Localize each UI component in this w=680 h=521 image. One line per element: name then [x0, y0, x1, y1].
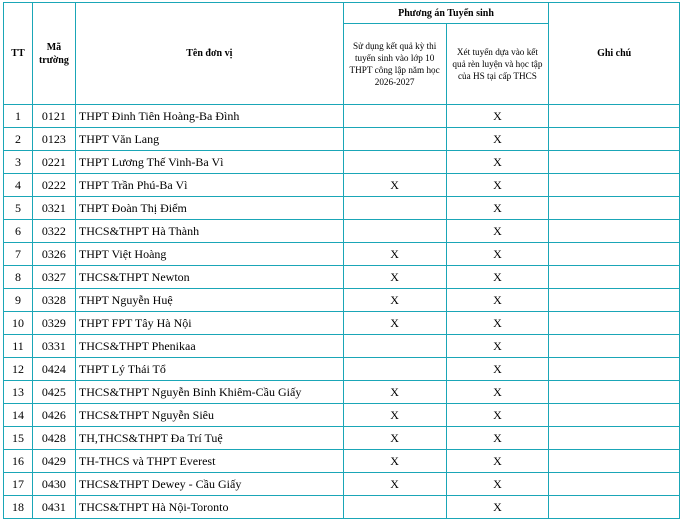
cell-tt: 9	[4, 289, 33, 312]
cell-phuong-an-1	[343, 220, 446, 243]
cell-phuong-an-1	[343, 358, 446, 381]
cell-ghi-chu	[549, 266, 680, 289]
cell-ghi-chu	[549, 358, 680, 381]
cell-ten-don-vi: THPT Lương Thế Vinh-Ba Vì	[75, 151, 343, 174]
cell-tt: 15	[4, 427, 33, 450]
table-row	[4, 312, 680, 335]
table-row	[4, 174, 680, 197]
cell-phuong-an-2: X	[446, 266, 549, 289]
cell-ma-truong: 0322	[32, 220, 75, 243]
cell-phuong-an-2: X	[446, 358, 549, 381]
header-ten-don-vi: Tên đơn vị	[75, 3, 343, 105]
cell-ma-truong: 0425	[32, 381, 75, 404]
cell-phuong-an-2: X	[446, 174, 549, 197]
table-row	[4, 128, 680, 151]
cell-tt: 6	[4, 220, 33, 243]
cell-ma-truong: 0331	[32, 335, 75, 358]
cell-ghi-chu	[549, 220, 680, 243]
cell-tt: 8	[4, 266, 33, 289]
cell-phuong-an-1	[343, 496, 446, 519]
cell-phuong-an-2: X	[446, 105, 549, 128]
cell-ma-truong: 0221	[32, 151, 75, 174]
table-row	[4, 105, 680, 128]
cell-phuong-an-2: X	[446, 151, 549, 174]
cell-ten-don-vi: THPT FPT Tây Hà Nội	[75, 312, 343, 335]
cell-tt: 14	[4, 404, 33, 427]
cell-ten-don-vi: THCS&THPT Dewey - Cầu Giấy	[75, 473, 343, 496]
cell-ten-don-vi: THCS&THPT Nguyễn Bỉnh Khiêm-Cầu Giấy	[75, 381, 343, 404]
table-row	[4, 151, 680, 174]
cell-phuong-an-2: X	[446, 220, 549, 243]
cell-phuong-an-2: X	[446, 427, 549, 450]
cell-phuong-an-2: X	[446, 404, 549, 427]
cell-ma-truong: 0429	[32, 450, 75, 473]
table-row	[4, 243, 680, 266]
cell-ghi-chu	[549, 174, 680, 197]
table-row	[4, 404, 680, 427]
cell-ma-truong: 0327	[32, 266, 75, 289]
cell-phuong-an-2: X	[446, 128, 549, 151]
cell-ma-truong: 0321	[32, 197, 75, 220]
cell-ma-truong: 0428	[32, 427, 75, 450]
cell-tt: 17	[4, 473, 33, 496]
cell-ten-don-vi: THPT Nguyễn Huệ	[75, 289, 343, 312]
cell-ghi-chu	[549, 105, 680, 128]
cell-ten-don-vi: THCS&THPT Phenikaa	[75, 335, 343, 358]
cell-tt: 3	[4, 151, 33, 174]
cell-tt: 16	[4, 450, 33, 473]
cell-tt: 13	[4, 381, 33, 404]
cell-ten-don-vi: THPT Lý Thái Tổ	[75, 358, 343, 381]
cell-ten-don-vi: THPT Việt Hoàng	[75, 243, 343, 266]
cell-phuong-an-1	[343, 151, 446, 174]
cell-ma-truong: 0424	[32, 358, 75, 381]
cell-phuong-an-1	[343, 128, 446, 151]
cell-ten-don-vi: THPT Văn Lang	[75, 128, 343, 151]
cell-phuong-an-2: X	[446, 473, 549, 496]
cell-ten-don-vi: THCS&THPT Nguyễn Siêu	[75, 404, 343, 427]
cell-ma-truong: 0222	[32, 174, 75, 197]
cell-phuong-an-2: X	[446, 289, 549, 312]
admission-table	[3, 2, 680, 519]
table-row	[4, 289, 680, 312]
cell-ten-don-vi: THCS&THPT Hà Nội-Toronto	[75, 496, 343, 519]
cell-ten-don-vi: THPT Đinh Tiên Hoàng-Ba Đình	[75, 105, 343, 128]
cell-ma-truong: 0326	[32, 243, 75, 266]
cell-ghi-chu	[549, 243, 680, 266]
cell-phuong-an-1: X	[343, 473, 446, 496]
table-row	[4, 496, 680, 519]
table-row	[4, 197, 680, 220]
cell-ten-don-vi: THCS&THPT Hà Thành	[75, 220, 343, 243]
cell-ghi-chu	[549, 404, 680, 427]
cell-phuong-an-1: X	[343, 174, 446, 197]
cell-ma-truong: 0431	[32, 496, 75, 519]
cell-tt: 18	[4, 496, 33, 519]
cell-ma-truong: 0329	[32, 312, 75, 335]
cell-ten-don-vi: THPT Đoàn Thị Điểm	[75, 197, 343, 220]
cell-phuong-an-1: X	[343, 243, 446, 266]
cell-ma-truong: 0426	[32, 404, 75, 427]
cell-ghi-chu	[549, 381, 680, 404]
header-phuong-an-2: Xét tuyển dựa vào kết quả rèn luyện và học tập của HS tại cấp THCS	[446, 24, 549, 105]
cell-tt: 11	[4, 335, 33, 358]
cell-phuong-an-1	[343, 197, 446, 220]
cell-ten-don-vi: THPT Trần Phú-Ba Vì	[75, 174, 343, 197]
cell-ten-don-vi: THCS&THPT Newton	[75, 266, 343, 289]
table-row	[4, 358, 680, 381]
cell-phuong-an-1: X	[343, 312, 446, 335]
cell-phuong-an-2: X	[446, 450, 549, 473]
cell-tt: 2	[4, 128, 33, 151]
cell-phuong-an-1: X	[343, 266, 446, 289]
cell-ghi-chu	[549, 197, 680, 220]
cell-tt: 5	[4, 197, 33, 220]
cell-ten-don-vi: TH-THCS và THPT Everest	[75, 450, 343, 473]
cell-phuong-an-2: X	[446, 243, 549, 266]
cell-tt: 7	[4, 243, 33, 266]
table-row	[4, 427, 680, 450]
cell-phuong-an-1: X	[343, 427, 446, 450]
cell-phuong-an-2: X	[446, 335, 549, 358]
cell-ma-truong: 0430	[32, 473, 75, 496]
cell-ten-don-vi: TH,THCS&THPT Đa Trí Tuệ	[75, 427, 343, 450]
cell-ghi-chu	[549, 289, 680, 312]
cell-ma-truong: 0121	[32, 105, 75, 128]
cell-phuong-an-2: X	[446, 381, 549, 404]
header-phuong-an-1: Sử dụng kết quả kỳ thi tuyển sinh vào lớp 10 THPT công lập năm học 2026-2027	[343, 24, 446, 105]
header-tt: TT	[4, 3, 33, 105]
table-row	[4, 450, 680, 473]
table-header	[4, 3, 680, 105]
cell-phuong-an-1: X	[343, 289, 446, 312]
table-row	[4, 220, 680, 243]
cell-phuong-an-2: X	[446, 197, 549, 220]
cell-phuong-an-1	[343, 335, 446, 358]
cell-phuong-an-1: X	[343, 404, 446, 427]
table-body	[4, 105, 680, 519]
table-row	[4, 473, 680, 496]
cell-ghi-chu	[549, 128, 680, 151]
cell-phuong-an-1: X	[343, 450, 446, 473]
header-ghi-chu: Ghi chú	[549, 3, 680, 105]
cell-ghi-chu	[549, 473, 680, 496]
cell-phuong-an-1: X	[343, 381, 446, 404]
cell-tt: 4	[4, 174, 33, 197]
header-phuong-an: Phương án Tuyển sinh	[343, 3, 549, 24]
cell-ghi-chu	[549, 496, 680, 519]
cell-tt: 12	[4, 358, 33, 381]
cell-phuong-an-2: X	[446, 496, 549, 519]
table-row	[4, 381, 680, 404]
cell-ghi-chu	[549, 335, 680, 358]
cell-tt: 10	[4, 312, 33, 335]
cell-ghi-chu	[549, 151, 680, 174]
cell-ma-truong: 0123	[32, 128, 75, 151]
cell-phuong-an-1	[343, 105, 446, 128]
cell-phuong-an-2: X	[446, 312, 549, 335]
cell-ghi-chu	[549, 427, 680, 450]
cell-ghi-chu	[549, 450, 680, 473]
header-ma-truong: Mã trường	[32, 3, 75, 105]
table-row	[4, 335, 680, 358]
cell-tt: 1	[4, 105, 33, 128]
cell-ma-truong: 0328	[32, 289, 75, 312]
table-row	[4, 266, 680, 289]
cell-ghi-chu	[549, 312, 680, 335]
